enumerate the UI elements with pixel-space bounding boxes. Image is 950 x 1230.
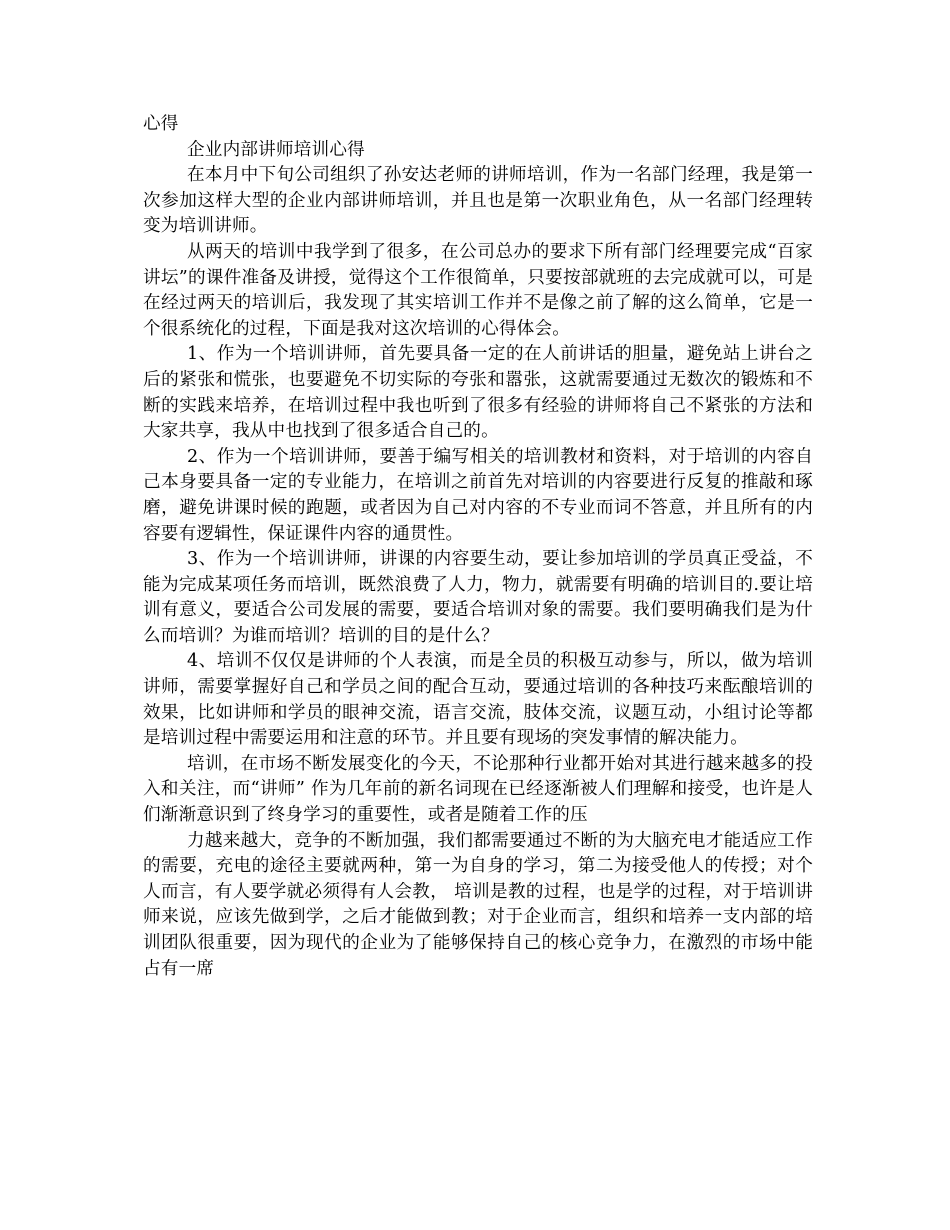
paragraph: 4、培训不仅仅是讲师的个人表演，而是全员的积极互动参与，所以，做为培训讲师，需要掌握好自己和学员之间的配合互动，要通过培训的各种技巧来酝酿培训的效果，比如讲师和学员的眼神交流，语言交流，肢体交流，议题互动，小组讨论等都是培训过程中需要运用和注意的环节。并且要有现场的突发事情的解决能力。	[143, 651, 813, 749]
paragraph: 1、作为一个培训讲师，首先要具备一定的在人前讲话的胆量，避免站上讲台之后的紧张和慌张，也要避免不切实际的夸张和嚣张，这就需要通过无数次的锻炼和不断的实践来培养，在培训过程中我也听到了很多有经验的讲师将自己不紧张的方法和大家共享，我从中也找到了很多适合自己的。	[143, 344, 813, 442]
paragraph: 力越来越大，竞争的不断加强，我们都需要通过不断的为大脑充电才能适应工作的需要，充电的途径主要就两种，第一为自身的学习，第二为接受他人的传授；对个人而言，有人要学就必须得有人会教， 培训是教的过程，也是学的过程，对于培训讲师来说，应该先做到学，之后才能做到教；对于企业而言，组织和培养一支内部的培训团队很重要，因为现代的企业为了能够保持自己的核心竞争力，在激烈的市场中能占有一席	[143, 830, 813, 979]
paragraph: 3、作为一个培训讲师，讲课的内容要生动，要让参加培训的学员真正受益，不能为完成某项任务而培训，既然浪费了人力，物力，就需要有明确的培训目的.要让培训有意义，要适合公司发展的需要，要适合培训对象的需要。我们要明确我们是为什么而培训？为谁而培训？培训的目的是什么？	[143, 549, 813, 646]
section-heading: 心得	[143, 114, 179, 134]
document-page	[143, 112, 813, 982]
paragraph: 从两天的培训中我学到了很多，在公司总办的要求下所有部门经理要完成“百家讲坛”的课件准备及讲授，觉得这个工作很简单，只要按部就班的去完成就可以，可是在经过两天的培训后，我发现了其实培训工作并不是像之前了解的这么简单，它是一个很系统化的过程，下面是我对这次培训的心得体会。	[143, 241, 813, 339]
paragraph: 培训，在市场不断发展变化的今天，不论那种行业都开始对其进行越来越多的投入和关注，而“讲师” 作为几年前的新名词现在已经逐渐被人们理解和接受，也许是人们渐渐意识到了终身学习的重要性，或者是随着工作的压	[143, 753, 813, 826]
paragraph: 在本月中下旬公司组织了孙安达老师的讲师培训，作为一名部门经理，我是第一次参加这样大型的企业内部讲师培训，并且也是第一次职业角色，从一名部门经理转变为培训讲师。	[143, 165, 813, 237]
document-title: 企业内部讲师培训心得	[187, 139, 365, 160]
paragraph: 2、作为一个培训讲师，要善于编写相关的培训教材和资料，对于培训的内容自己本身要具备一定的专业能力，在培训之前首先对培训的内容要进行反复的推敲和琢磨，避免讲课时候的跑题，或者因为自己对内容的不专业而词不答意，并且所有的内容要有逻辑性，保证课件内容的通贯性。	[143, 446, 813, 544]
